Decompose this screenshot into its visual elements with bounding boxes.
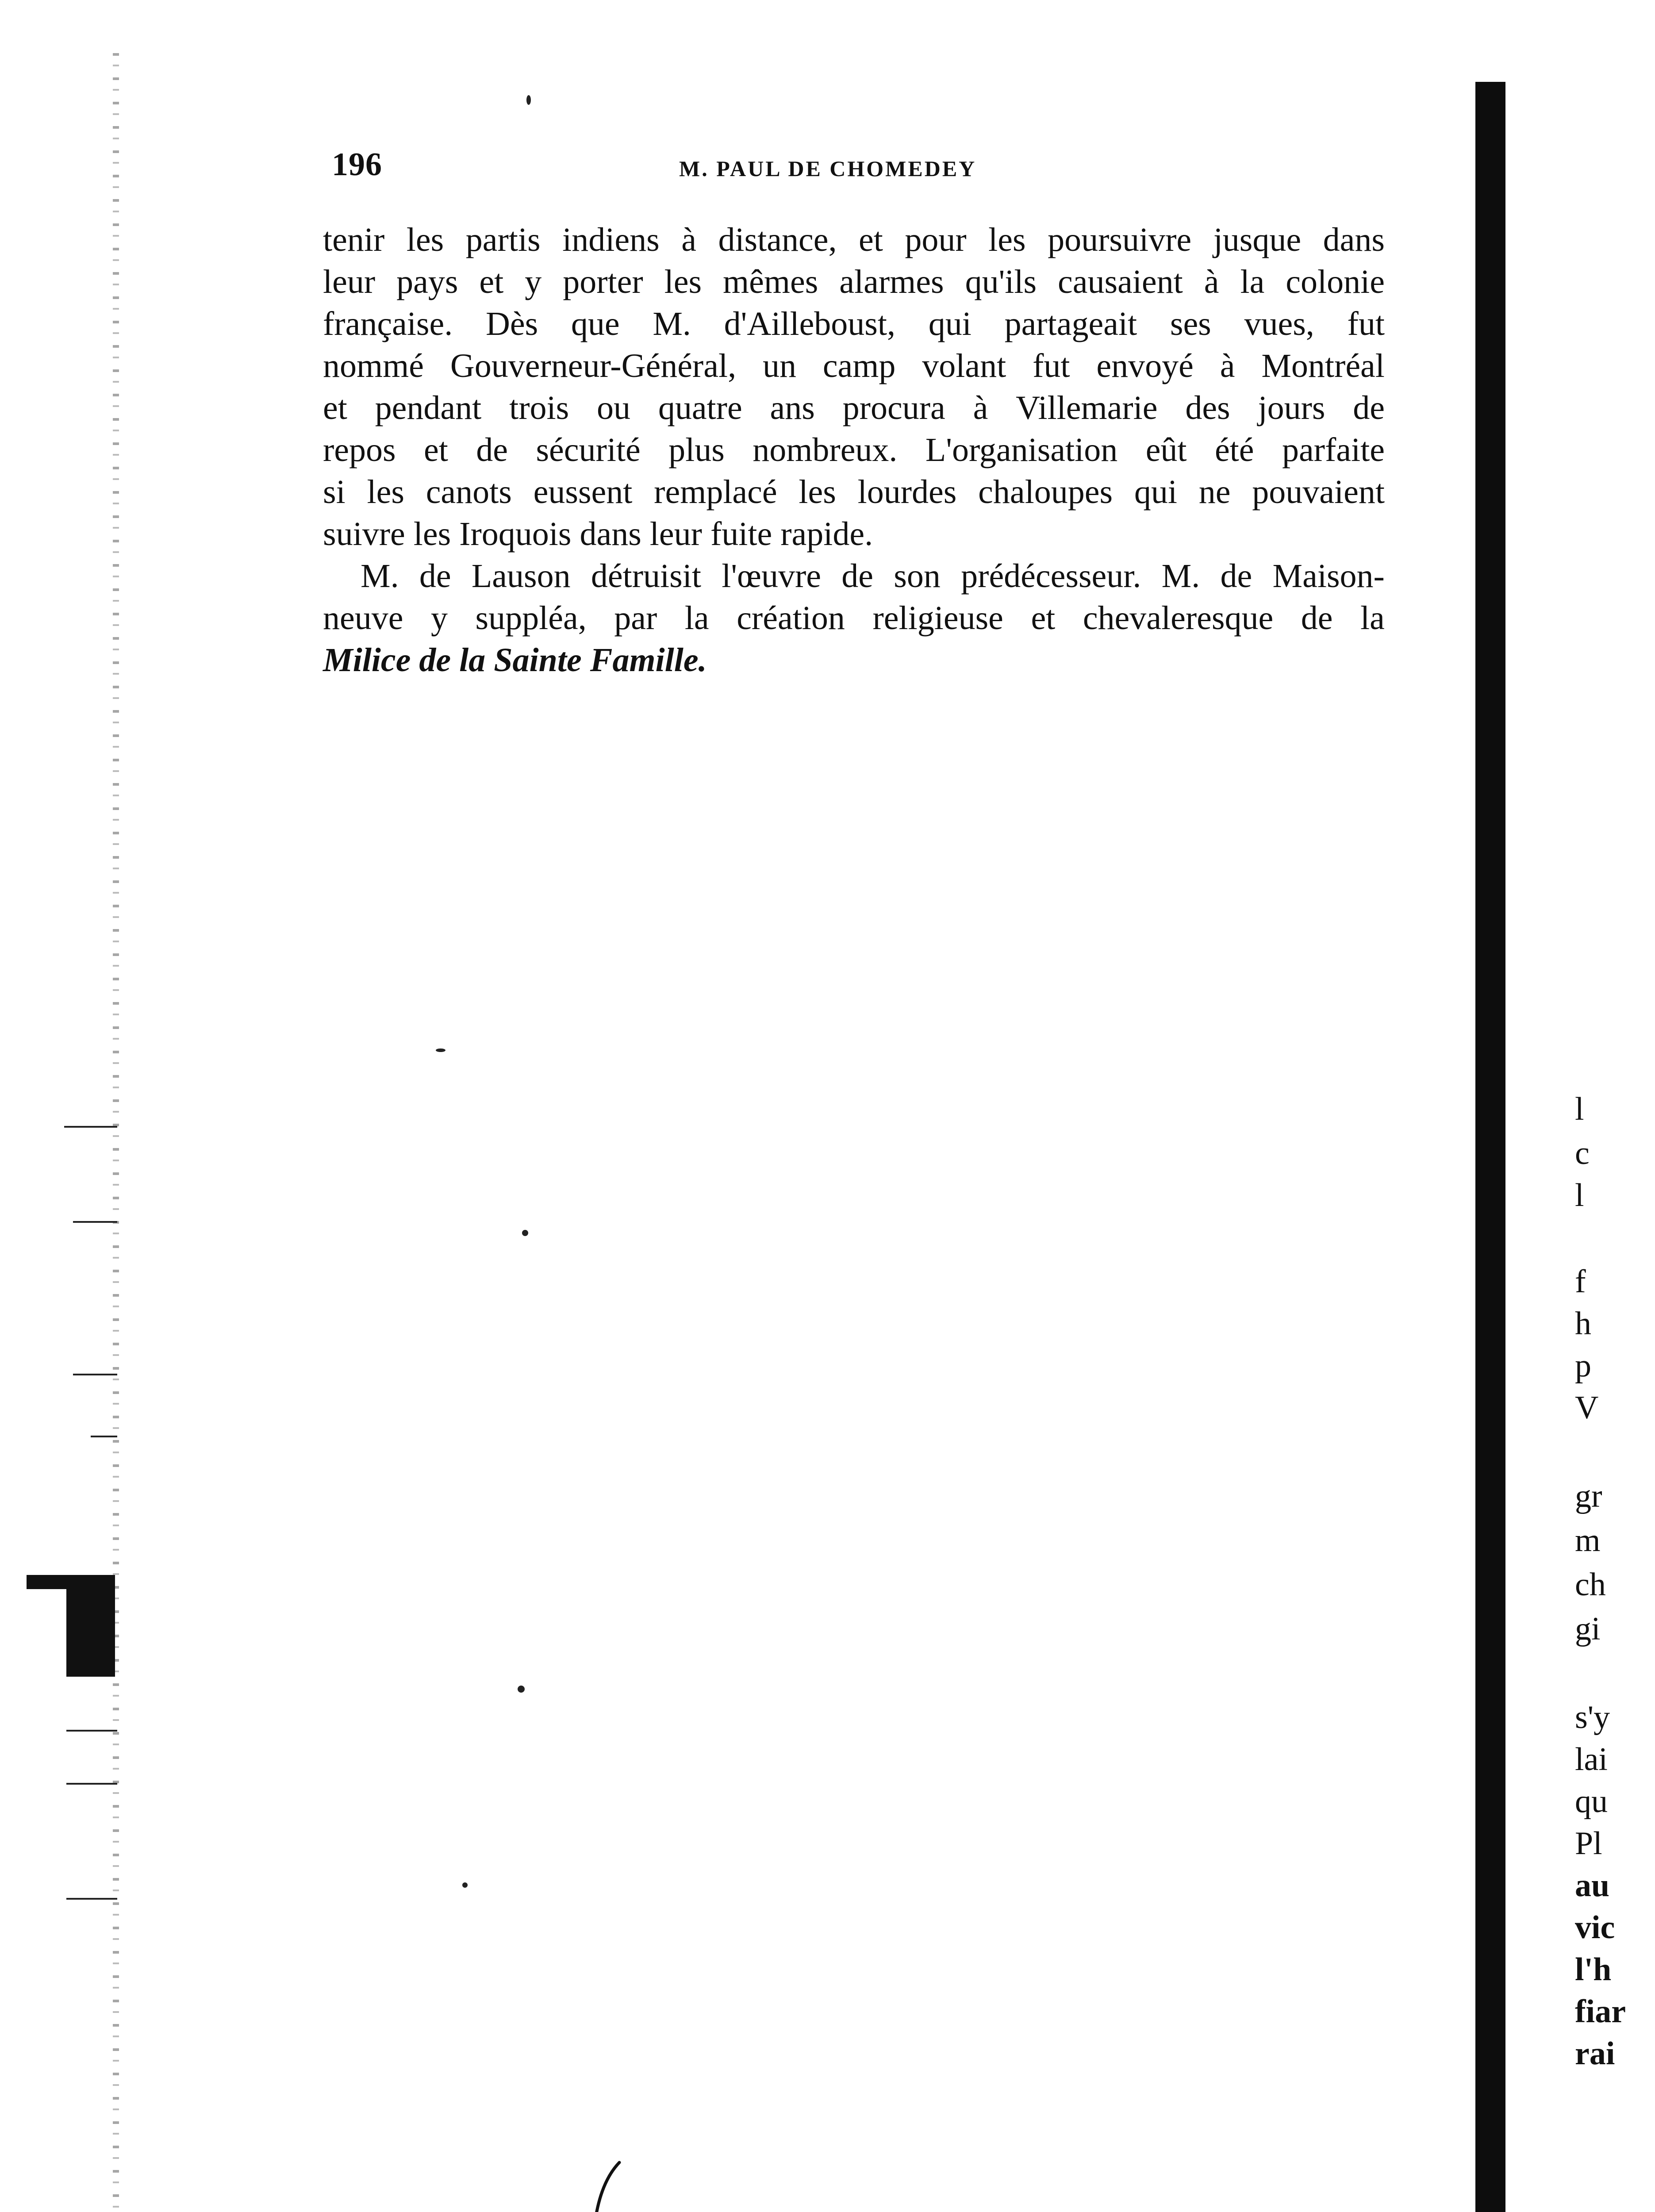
facing-fragment: h: [1575, 1306, 1591, 1342]
word: volant: [922, 347, 1006, 384]
word: les: [367, 473, 404, 511]
word: si: [323, 473, 346, 511]
word: de: [1301, 599, 1333, 637]
left-edge-tick: [66, 1898, 117, 1900]
word: de: [419, 641, 451, 679]
word: lourdes: [857, 473, 957, 511]
word: M.: [361, 557, 399, 595]
word: partis: [465, 221, 541, 258]
word: religieuse: [872, 599, 1003, 637]
text-line: [323, 387, 1385, 429]
word: des: [1185, 389, 1230, 426]
word: les: [799, 473, 836, 511]
scan-speck: [462, 1882, 468, 1888]
word: envoyé: [1096, 347, 1194, 384]
word: suivre: [323, 515, 405, 553]
pen-stroke-mark: [588, 2159, 624, 2212]
word: eussent: [533, 473, 633, 511]
word: la: [1360, 599, 1385, 637]
word: plus: [668, 431, 725, 469]
word: les: [664, 263, 702, 300]
text-line: [323, 261, 1385, 303]
word: pendant: [375, 389, 482, 426]
left-edge-tick: [73, 1221, 117, 1223]
scan-speck: [526, 95, 531, 105]
text-line: [323, 303, 1385, 345]
word: y: [431, 599, 448, 637]
facing-fragment: V: [1575, 1390, 1599, 1426]
word: ou: [597, 389, 631, 426]
word: tenir: [323, 221, 385, 258]
word: la: [684, 599, 709, 637]
text-line: [323, 219, 1385, 261]
word: Dès: [485, 305, 538, 342]
word: à: [1204, 263, 1219, 300]
left-edge-tick: [66, 1783, 117, 1785]
facing-fragment: gi: [1575, 1611, 1601, 1647]
text-line: [323, 597, 1385, 639]
word: la: [459, 641, 486, 679]
facing-fragment: l: [1575, 1091, 1584, 1127]
facing-fragment: au: [1575, 1867, 1610, 1904]
text-line: [323, 429, 1385, 471]
word: nombreux.: [753, 431, 898, 469]
word: dans: [1323, 221, 1385, 258]
facing-fragment: m: [1575, 1522, 1601, 1559]
word: Famille.: [590, 641, 707, 679]
word: colonie: [1286, 263, 1385, 300]
word: été: [1214, 431, 1254, 469]
word: procura: [842, 389, 945, 426]
word: et: [858, 221, 883, 258]
word: Lauson: [471, 557, 571, 595]
word: qu'ils: [965, 263, 1037, 300]
word: de: [419, 557, 451, 595]
word: un: [762, 347, 796, 384]
word: ans: [770, 389, 815, 426]
word: canots: [426, 473, 512, 511]
right-binding-strip: [1475, 82, 1505, 2212]
word: L'organisation: [925, 431, 1118, 469]
left-edge-tick: [66, 1730, 117, 1732]
word: Montréal: [1261, 347, 1385, 384]
word: parfaite: [1282, 431, 1385, 469]
scan-speck: [518, 1686, 525, 1693]
word: qui: [1134, 473, 1177, 511]
word: distance,: [718, 221, 837, 258]
left-edge-tick: [73, 1374, 117, 1375]
word: eût: [1145, 431, 1187, 469]
word: poursuivre: [1048, 221, 1192, 258]
word: suppléa,: [475, 599, 587, 637]
word: chaloupes: [978, 473, 1113, 511]
word: indiens: [562, 221, 660, 258]
body-text: [323, 219, 1385, 681]
word: Milice: [323, 641, 411, 679]
word: détruisit: [591, 557, 701, 595]
word: et: [479, 263, 504, 300]
text-line: [323, 555, 1385, 597]
facing-fragment: vic: [1575, 1909, 1615, 1946]
word: de: [1220, 557, 1252, 595]
facing-fragment: fiar: [1575, 1993, 1626, 2030]
word: pouvaient: [1252, 473, 1385, 511]
word: à: [681, 221, 696, 258]
facing-fragment: l'h: [1575, 1951, 1612, 1988]
facing-fragment: qu: [1575, 1783, 1608, 1820]
word: quatre: [658, 389, 742, 426]
scan-speck: [522, 1230, 528, 1236]
word: son: [894, 557, 941, 595]
word: Maison-: [1272, 557, 1385, 595]
word: pour: [905, 221, 967, 258]
word: repos: [323, 431, 396, 469]
left-edge-ink-blot: [66, 1575, 115, 1677]
word: Iroquois: [459, 515, 572, 553]
word: Sainte: [494, 641, 582, 679]
facing-fragment: rai: [1575, 2035, 1615, 2072]
word: d'Ailleboust,: [724, 305, 895, 342]
word: ne: [1198, 473, 1231, 511]
word: française.: [323, 305, 453, 342]
word: de: [476, 431, 508, 469]
word: fut: [1347, 305, 1385, 342]
word: y: [525, 263, 542, 300]
facing-fragment: f: [1575, 1263, 1586, 1300]
word: M.: [1161, 557, 1200, 595]
word: jours: [1258, 389, 1325, 426]
left-edge-ink-blot: [27, 1575, 71, 1589]
word: et: [424, 431, 448, 469]
text-line: [323, 345, 1385, 387]
word: remplacé: [654, 473, 777, 511]
word: dans: [580, 515, 641, 553]
word: de: [841, 557, 873, 595]
page-number: 196: [332, 146, 382, 183]
text-line: [323, 513, 1385, 555]
word: Villemarie: [1016, 389, 1158, 426]
word: les: [406, 221, 444, 258]
facing-fragment: p: [1575, 1348, 1591, 1384]
facing-fragment: c: [1575, 1135, 1590, 1171]
word: rapide.: [780, 515, 873, 553]
facing-fragment: Pl: [1575, 1825, 1602, 1862]
word: leur: [323, 263, 376, 300]
word: alarmes: [839, 263, 944, 300]
word: causaient: [1058, 263, 1183, 300]
word: et: [1031, 599, 1056, 637]
word: fuite: [710, 515, 772, 553]
word: pays: [396, 263, 458, 300]
word: création: [737, 599, 845, 637]
word: les: [988, 221, 1026, 258]
word: chevaleresque: [1083, 599, 1274, 637]
word: que: [571, 305, 620, 342]
facing-fragment: l: [1575, 1177, 1584, 1214]
left-binding-edge: [113, 53, 119, 2212]
word: sécurité: [536, 431, 641, 469]
left-edge-tick: [64, 1126, 117, 1128]
word: trois: [509, 389, 569, 426]
word: par: [614, 599, 657, 637]
word: vues,: [1244, 305, 1314, 342]
running-title: M. PAUL DE CHOMEDEY: [679, 156, 977, 181]
word: prédécesseur.: [961, 557, 1141, 595]
left-edge-tick: [91, 1436, 117, 1437]
word: et: [323, 389, 347, 426]
word: M.: [653, 305, 691, 342]
facing-fragment: lai: [1575, 1741, 1608, 1778]
word: jusque: [1213, 221, 1302, 258]
word: fut: [1033, 347, 1070, 384]
word: mêmes: [723, 263, 818, 300]
word: à: [973, 389, 988, 426]
word: qui: [928, 305, 971, 342]
word: leur: [649, 515, 702, 553]
word: à: [1220, 347, 1235, 384]
word: l'œuvre: [722, 557, 821, 595]
word: les: [413, 515, 451, 553]
word: Gouverneur-Général,: [450, 347, 737, 384]
word: la: [1240, 263, 1265, 300]
word: ses: [1170, 305, 1211, 342]
word: partageait: [1004, 305, 1137, 342]
word: de: [1353, 389, 1385, 426]
facing-fragment: s'y: [1575, 1699, 1610, 1736]
word: porter: [563, 263, 643, 300]
text-line-italic: [323, 639, 1385, 681]
text-line: [323, 471, 1385, 513]
scan-speck: [436, 1048, 445, 1052]
facing-fragment: ch: [1575, 1567, 1606, 1603]
facing-fragment: gr: [1575, 1478, 1602, 1514]
word: camp: [822, 347, 896, 384]
word: neuve: [323, 599, 403, 637]
word: nommé: [323, 347, 424, 384]
